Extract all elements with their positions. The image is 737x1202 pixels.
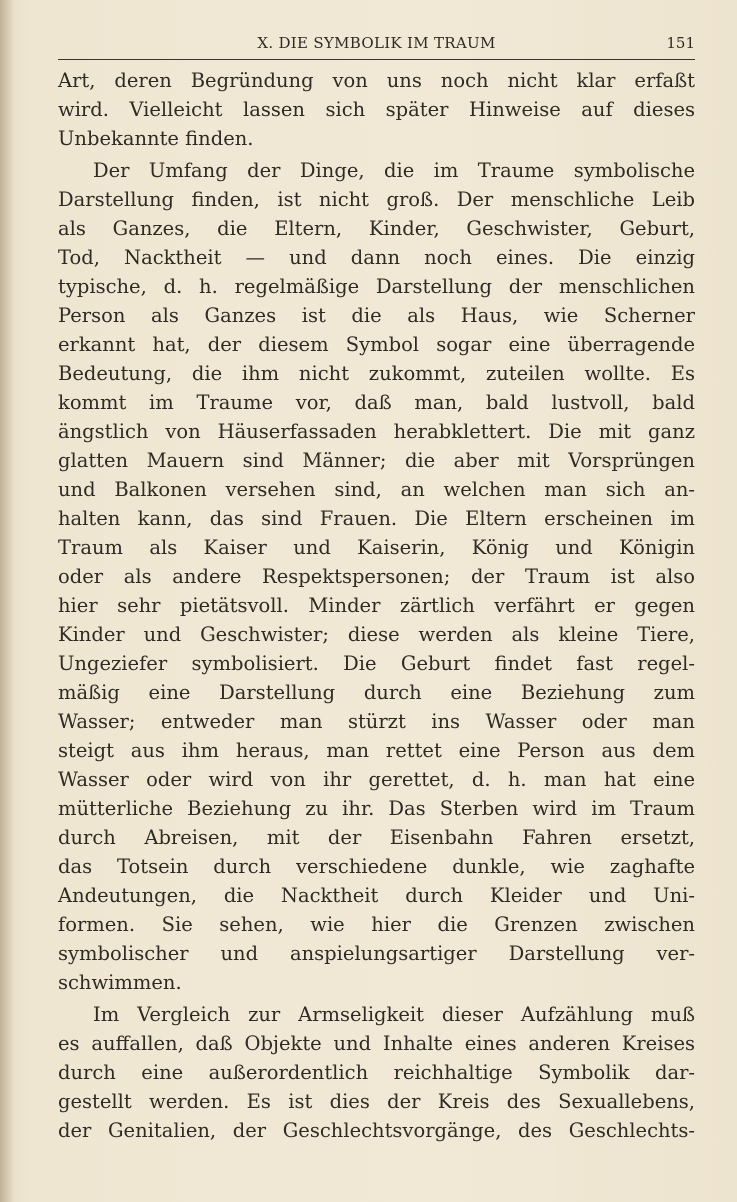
text-line: Tod, Nacktheit — und dann noch eines. Die einzig xyxy=(58,246,695,269)
text-line: ängstlich von Häuserfassaden herabklettert. Die mit ganz xyxy=(58,420,695,443)
text-line: schwimmen. xyxy=(58,971,182,994)
page-number: 151 xyxy=(666,34,695,52)
text-line: symbolischer und anspielungsartiger Darstellung ver- xyxy=(58,942,695,965)
text-line: als Ganzes, die Eltern, Kinder, Geschwister, Geburt, xyxy=(58,217,695,240)
text-line: mäßig eine Darstellung durch eine Beziehung zum xyxy=(58,681,695,704)
text-line: der Genitalien, der Geschlechtsvorgänge, des Geschlechts- xyxy=(58,1119,695,1142)
text-line: und Balkonen versehen sind, an welchen man sich an- xyxy=(58,478,695,501)
text-line: Im Vergleich zur Armseligkeit dieser Aufzählung muß xyxy=(93,1003,695,1026)
text-line: Darstellung finden, ist nicht groß. Der menschliche Leib xyxy=(58,188,695,211)
running-head: X. DIE SYMBOLIK IM TRAUM xyxy=(257,34,496,52)
paragraph xyxy=(58,156,695,997)
text-line: Andeutungen, die Nacktheit durch Kleider und Uni- xyxy=(58,884,695,907)
text-line: Unbekannte finden. xyxy=(58,127,254,150)
text-line: formen. Sie sehen, wie hier die Grenzen zwischen xyxy=(58,913,695,936)
text-line: Bedeutung, die ihm nicht zukommt, zuteilen wollte. Es xyxy=(58,362,695,385)
text-line: gestellt werden. Es ist dies der Kreis des Sexuallebens, xyxy=(58,1090,695,1113)
text-line: oder als andere Respektspersonen; der Traum ist also xyxy=(58,565,695,588)
paragraph xyxy=(58,66,695,153)
text-line: mütterliche Beziehung zu ihr. Das Sterben wird im Traum xyxy=(58,797,695,820)
text-line: glatten Mauern sind Männer; die aber mit Vorsprüngen xyxy=(58,449,695,472)
text-line: erkannt hat, der diesem Symbol sogar eine überragende xyxy=(58,333,695,356)
text-line: steigt aus ihm heraus, man rettet eine Person aus dem xyxy=(58,739,695,762)
header-rule xyxy=(58,59,695,60)
text-line: es auffallen, daß Objekte und Inhalte eines anderen Kreises xyxy=(58,1032,695,1055)
text-line: wird. Vielleicht lassen sich später Hinweise auf dieses xyxy=(58,98,695,121)
text-line: Traum als Kaiser und Kaiserin, König und Königin xyxy=(58,536,695,559)
text-line: Person als Ganzes ist die als Haus, wie Scherner xyxy=(58,304,695,327)
text-line: Ungeziefer symbolisiert. Die Geburt findet fast regel- xyxy=(58,652,695,675)
text-line: kommt im Traume vor, daß man, bald lustvoll, bald xyxy=(58,391,695,414)
body-text xyxy=(58,66,695,1145)
text-line: halten kann, das sind Frauen. Die Eltern erscheinen im xyxy=(58,507,695,530)
text-line: typische, d. h. regelmäßige Darstellung der menschlichen xyxy=(58,275,695,298)
text-line: Kinder und Geschwister; diese werden als kleine Tiere, xyxy=(58,623,695,646)
spine-shadow xyxy=(0,0,14,1202)
text-line: durch Abreisen, mit der Eisenbahn Fahren ersetzt, xyxy=(58,826,695,849)
text-line: Wasser oder wird von ihr gerettet, d. h. man hat eine xyxy=(58,768,695,791)
text-line: durch eine außerordentlich reichhaltige Symbolik dar- xyxy=(58,1061,695,1084)
text-line: das Totsein durch verschiedene dunkle, wie zaghafte xyxy=(58,855,695,878)
text-line: Art, deren Begründung von uns noch nicht klar erfaßt xyxy=(58,69,695,92)
page-header xyxy=(58,34,695,60)
text-line: hier sehr pietätsvoll. Minder zärtlich verfährt er gegen xyxy=(58,594,695,617)
text-line: Der Umfang der Dinge, die im Traume symbolische xyxy=(93,159,695,182)
text-line: Wasser; entweder man stürzt ins Wasser oder man xyxy=(58,710,695,733)
paragraph xyxy=(58,1000,695,1145)
